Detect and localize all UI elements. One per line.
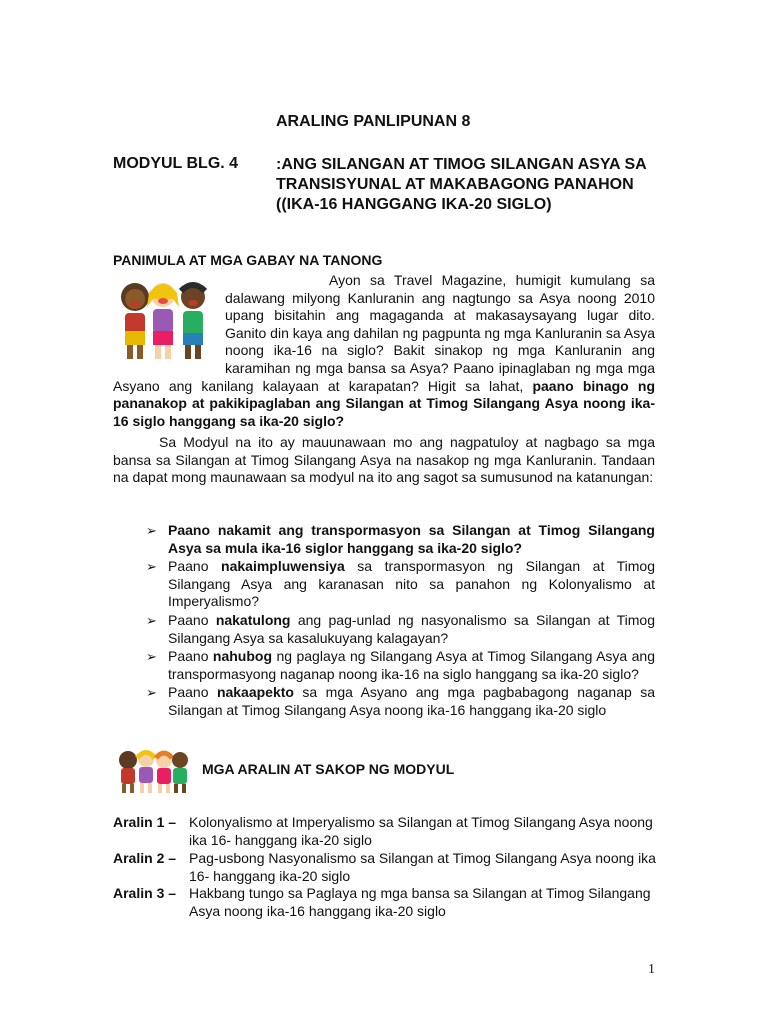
aralin-item xyxy=(113,885,673,920)
question-text: ng paglaya ng Silangang Asya at Timog Silangang Asya ang transpormasyong naganap noong ika-16 na siglo hanggang sa ika-20 siglo? xyxy=(168,648,655,682)
module-title: :ANG SILANGAN AT TIMOG SILANGAN ASYA SA TRANSISYUNAL AT MAKABAGONG PANAHON ((IKA-16 HANGGANG IKA-20 SIGLO) xyxy=(276,156,647,213)
children-small-illustration-icon xyxy=(114,748,190,794)
list-item xyxy=(146,558,655,611)
intro-p1-text: Ayon sa Travel Magazine, humigit kumulang sa dalawang milyong Kanluranin ang nagtungo sa Asya noong 2010 upang bisitahin ang magaganda at makasaysayang lugar dito. Ganito din kaya ang dahilan ng pagpunta ng mga Kanluranin sa Asya noong ika-16 na siglo? Bakit sinakop ng mga Kanluranin ang karamihan ng mga bansa sa Asya? Paano ipinaglaban ng mga mga Asyano ang kanilang kalayaan at karapatan? Higit sa lahat, xyxy=(113,272,655,394)
aralin-label: Aralin 2 – xyxy=(113,850,177,866)
aralin-text: Kolonyalismo at Imperyalismo sa Silangan at Timog Silangang Asya noong ika 16- hanggang ika-20 siglo xyxy=(189,814,653,848)
question-keyword: nakatulong xyxy=(215,611,291,628)
question-text: sa mga Asyano ang mga pagbabagong naganap sa Silangan at Timog Silangang Asya noong ika-16 hanggang ika-20 siglo xyxy=(168,684,656,718)
question-text: Paano nakamit ang transpormasyon sa Silangan at Timog Silangang Asya sa mula ika-16 siglor hanggang sa ika-20 siglo? xyxy=(168,522,655,556)
page-number: 1 xyxy=(648,962,655,977)
guide-questions-list xyxy=(146,522,655,721)
arrow-bullet-icon: ➢ xyxy=(146,523,157,538)
intro-p1-bold: paano binago ng pananakop at pakikipaglaban ang Silangan at Timog Silangang Asya noong ika-16 siglo hanggang sa ika-20 siglo? xyxy=(113,377,656,429)
question-prefix: Paano xyxy=(168,558,222,575)
aralin-item xyxy=(113,814,673,849)
list-item xyxy=(146,684,655,719)
arrow-bullet-icon: ➢ xyxy=(146,612,157,628)
arrow-bullet-icon: ➢ xyxy=(146,649,157,665)
question-text: ang pag-unlad ng nasyonalismo sa Silangan at Timog Silangang Asya sa kasalukuyang kalagayan? xyxy=(168,611,655,646)
document-title: ARALING PANLIPUNAN 8 xyxy=(276,113,471,130)
question-keyword: nahubog xyxy=(212,648,273,665)
question-keyword: nakaimpluwensiya xyxy=(221,558,345,575)
question-keyword: nakaapekto xyxy=(216,684,294,701)
intro-heading: PANIMULA AT MGA GABAY NA TANONG xyxy=(113,252,383,268)
question-text: sa transpormasyon ng Silangan at Timog Silangang Asya ang karanasan nito sa panahon ng Kolonyalismo at Imperyalismo? xyxy=(168,558,655,610)
children-illustration-icon xyxy=(113,275,219,363)
aralin-label: Aralin 1 – xyxy=(113,814,177,830)
arrow-bullet-icon: ➢ xyxy=(146,685,157,701)
question-prefix: Paano xyxy=(168,684,217,701)
aralin-text: Pag-usbong Nasyonalismo sa Silangan at Timog Silangang Asya noong ika 16- hanggang ika-20 siglo xyxy=(189,850,656,884)
aralin-text: Hakbang tungo sa Paglaya ng mga bansa sa Silangan at Timog Silangang Asya noong ika-16 hanggang ika-20 siglo xyxy=(189,885,651,919)
intro-paragraph-2: Sa Modyul na ito ay mauunawaan mo ang nagpatuloy at nagbago sa mga bansa sa Silangan at Timog Silangang Asya na nasakop ng mga Kanluranin. Tandaan na dapat mong maunawaan sa modyul na ito ang sagot sa sumusunod na katanungan: xyxy=(113,434,655,486)
list-item xyxy=(146,522,655,557)
lessons-heading: MGA ARALIN AT SAKOP NG MODYUL xyxy=(202,761,455,777)
list-item xyxy=(146,612,655,647)
question-prefix: Paano xyxy=(168,648,213,665)
question-prefix: Paano xyxy=(168,611,216,628)
aralin-label: Aralin 3 – xyxy=(113,885,177,901)
intro-paragraph-1 xyxy=(113,272,655,430)
list-item xyxy=(146,648,655,683)
module-label: MODYUL BLG. 4 xyxy=(113,155,239,172)
aralin-item xyxy=(113,850,673,885)
arrow-bullet-icon: ➢ xyxy=(146,559,157,575)
